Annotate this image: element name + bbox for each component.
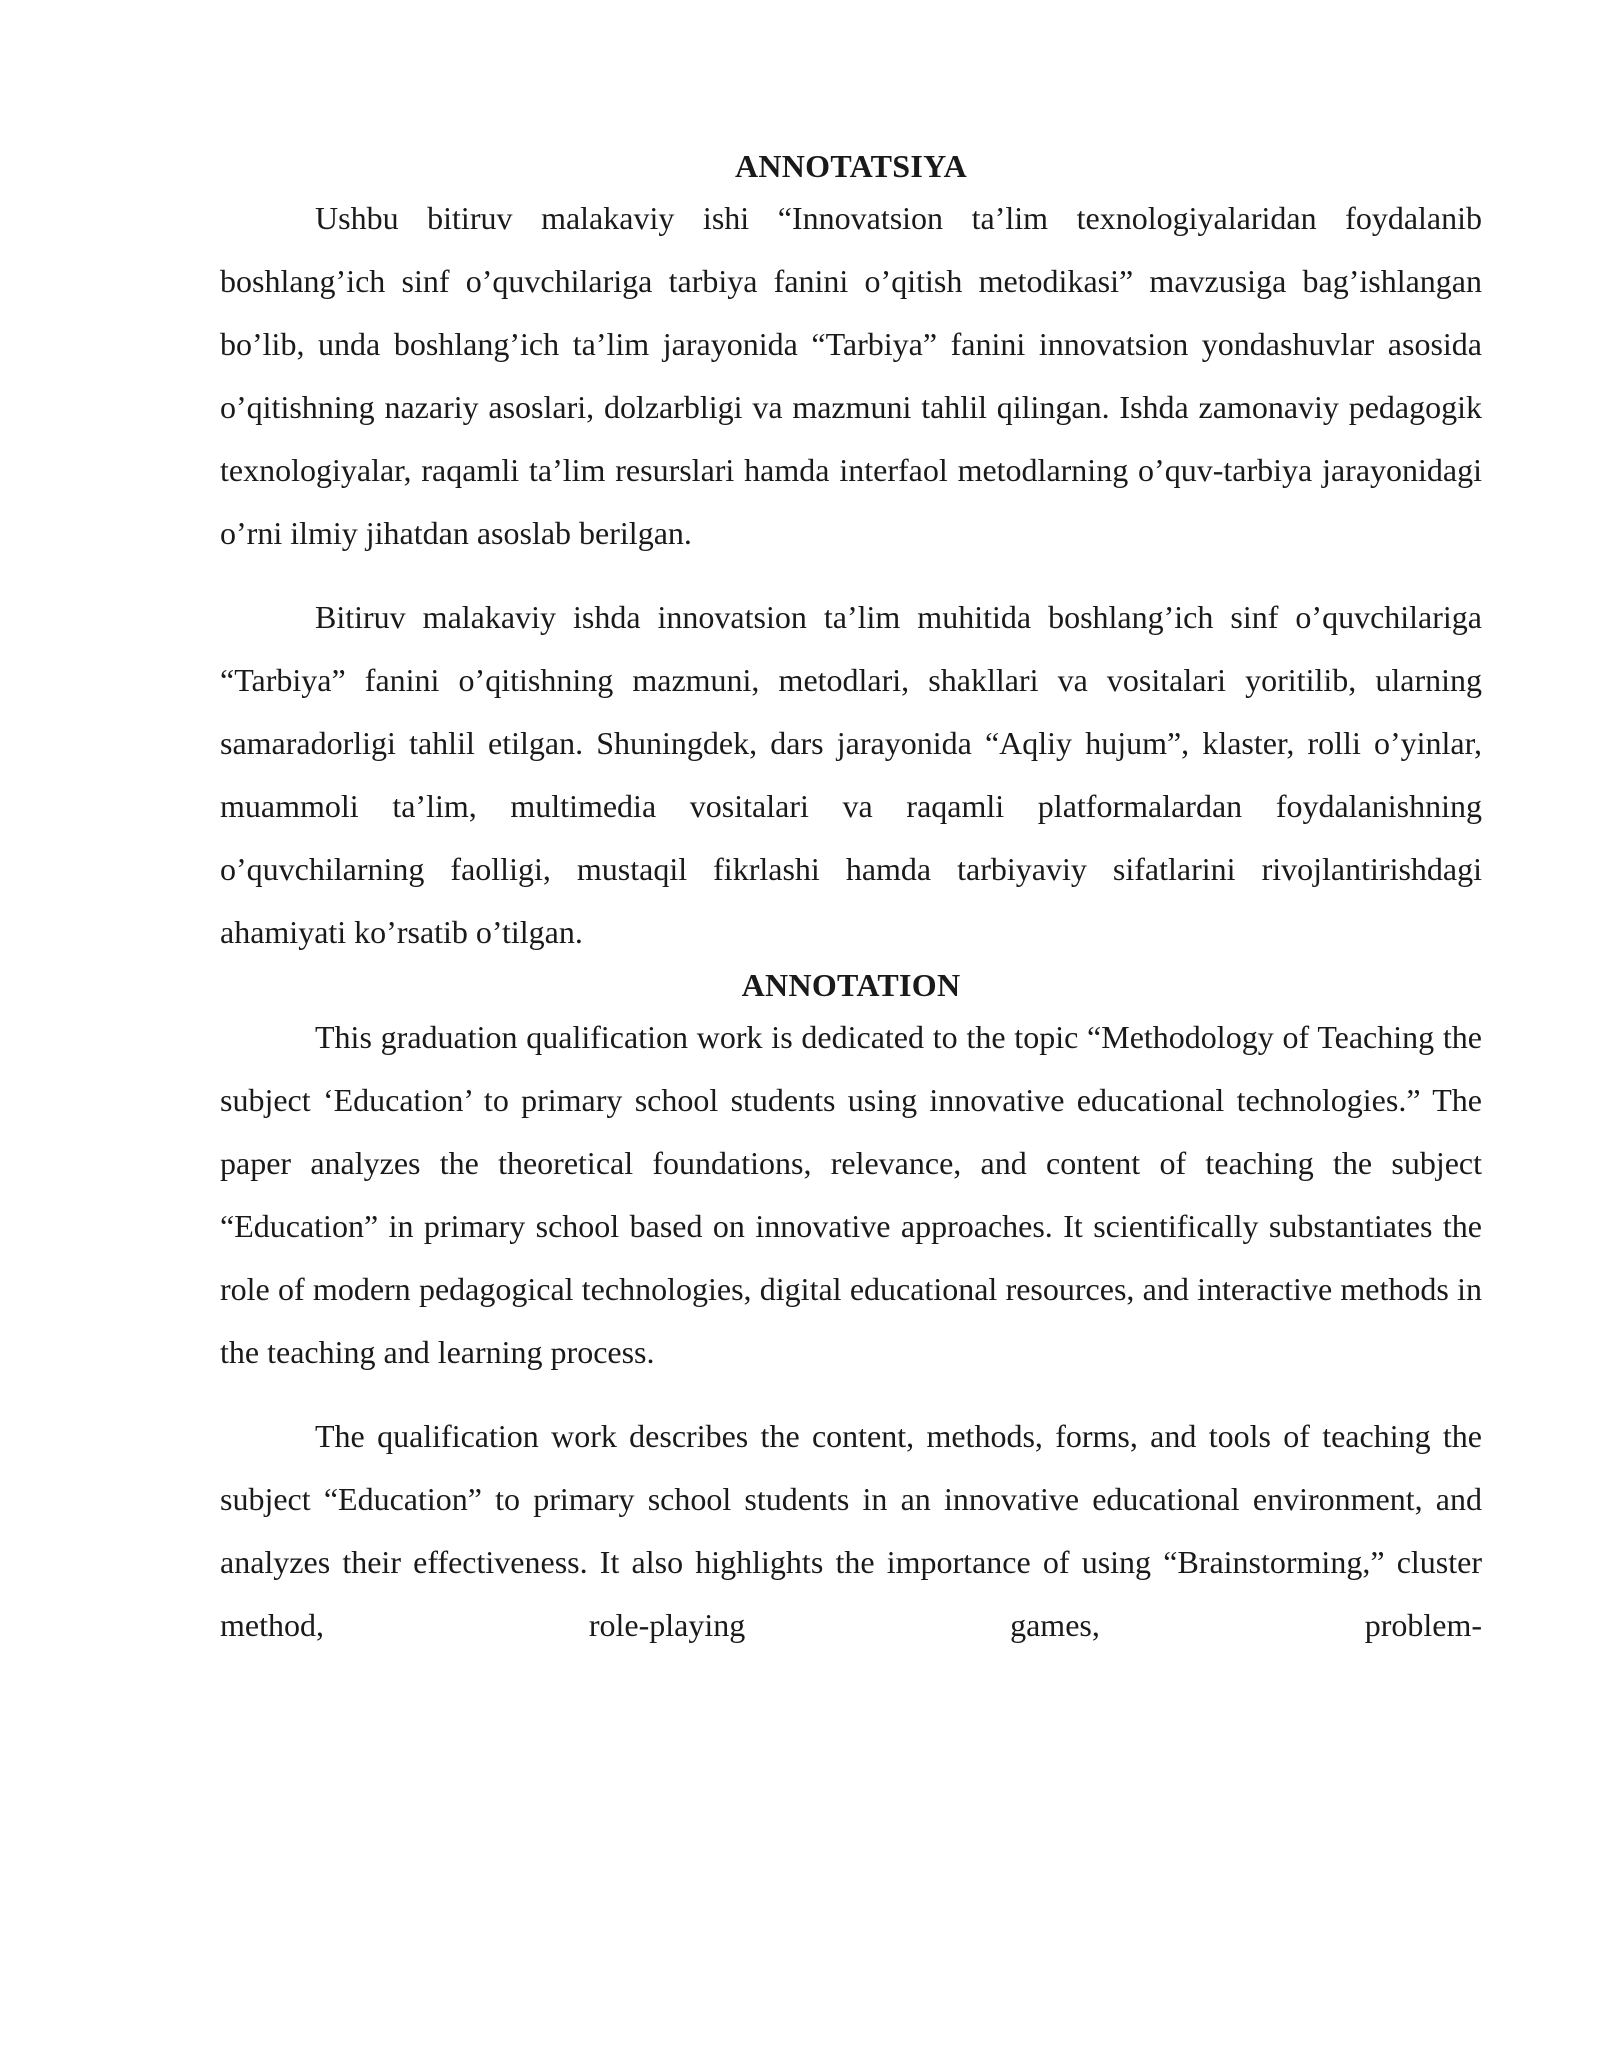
annotation-paragraph-1: This graduation qualification work is dedicated to the topic “Methodology of Teaching the subject ‘Education’ to primary school students using innovative educational technologies.” The paper analyzes the theoretical foundations, relevance, and content of teaching the subject “Education” in primary school based on innovative approaches. It scientifically substantiates the role of modern pedagogical technologies, digital educational resources, and interactive methods in the teaching and learning process. <box>220 1019 1482 1370</box>
page-content <box>220 145 1482 1657</box>
annotatsiya-paragraph-1: Ushbu bitiruv malakaviy ishi “Innovatsion ta’lim texnologiyalaridan foydalanib boshlang’ich sinf o’quvchilariga tarbiya fanini o’qitish metodikasi” mavzusiga bag’ishlangan bo’lib, unda boshlang’ich ta’lim jarayonida “Tarbiya” fanini innovatsion yondashuvlar asosida o’qitishning nazariy asoslari, dolzarbligi va mazmuni tahlil qilingan. Ishda zamonaviy pedagogik texnologiyalar, raqamli ta’lim resurslari hamda interfaol metodlarning o’quv-tarbiya jarayonidagi o’rni ilmiy jihatdan asoslab berilgan. <box>220 200 1482 551</box>
annotation-paragraph-2: The qualification work describes the content, methods, forms, and tools of teaching the subject “Education” to primary school students in an innovative educational environment, and analyzes their effectiveness. It also highlights the importance of using “Brainstorming,” cluster method, role-playing games, problem- <box>220 1418 1482 1643</box>
annotation-heading: ANNOTATION <box>741 967 961 1003</box>
annotatsiya-heading: ANNOTATSIYA <box>734 148 968 184</box>
annotatsiya-paragraph-2: Bitiruv malakaviy ishda innovatsion ta’lim muhitida boshlang’ich sinf o’quvchilariga “Tarbiya” fanini o’qitishning mazmuni, metodlari, shakllari va vositalari yoritilib, ularning samaradorligi tahlil etilgan. Shuningdek, dars jarayonida “Aqliy hujum”, klaster, rolli o’yinlar, muammoli ta’lim, multimedia vositalari va raqamli platformalardan foydalanishning o’quvchilarning faolligi, mustaqil fikrlashi hamda tarbiyaviy sifatlarini rivojlantirishdagi ahamiyati ko’rsatib o’tilgan. <box>220 599 1482 950</box>
